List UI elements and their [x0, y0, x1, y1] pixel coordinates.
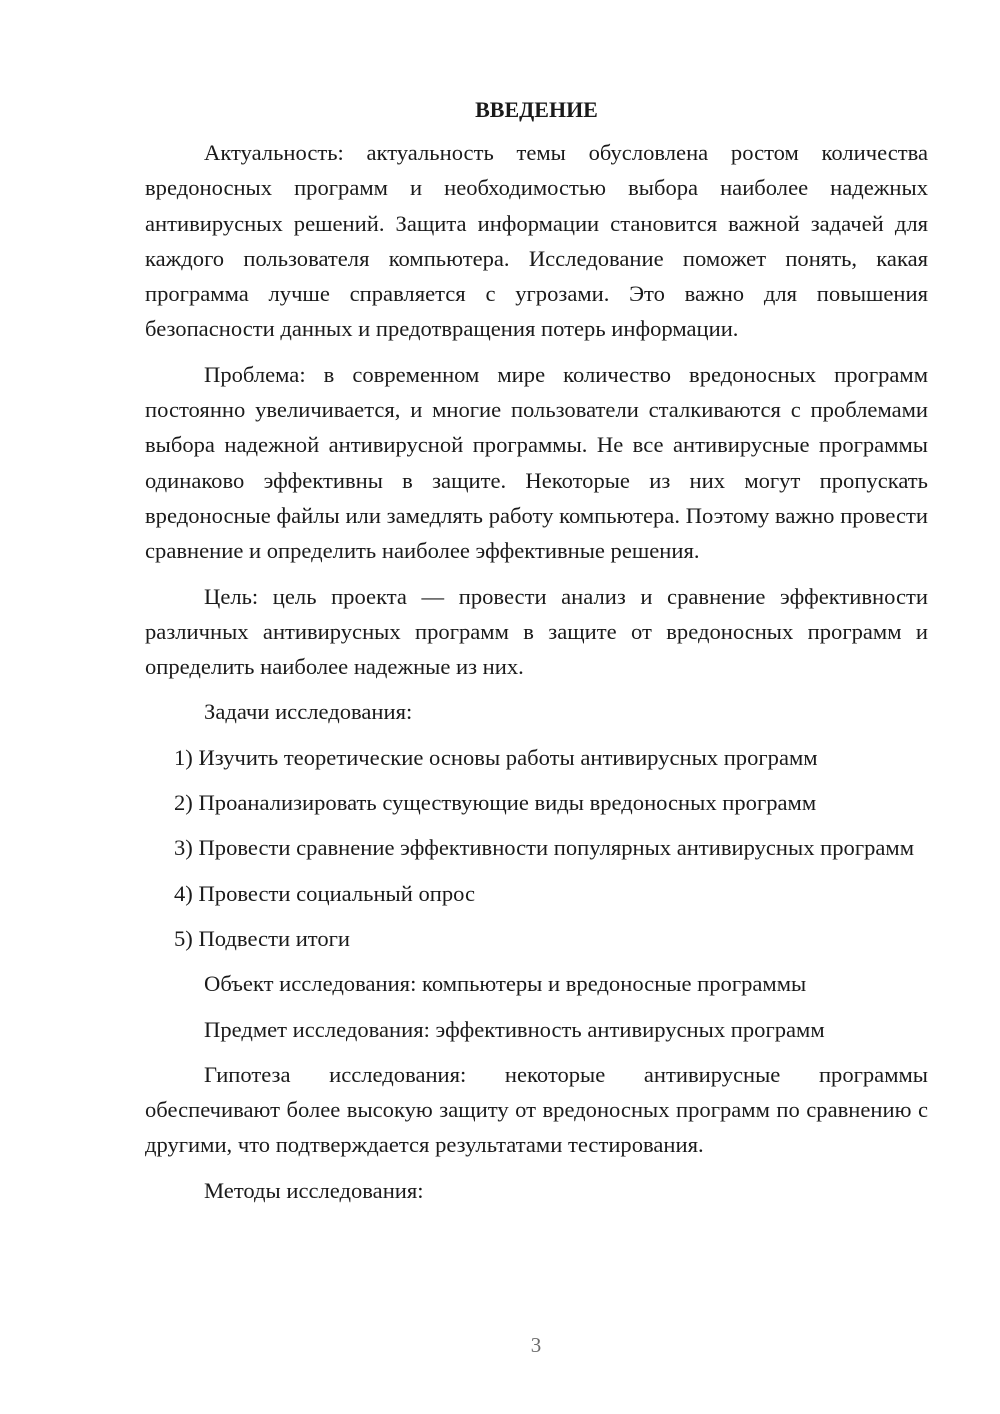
task-item: 1) Изучить теоретические основы работы антивирусных программ — [174, 744, 818, 770]
task-item: 5) Подвести итоги — [174, 925, 351, 951]
page-number: 3 — [530, 1333, 542, 1357]
methods-heading: Методы исследования: — [204, 1177, 424, 1203]
section-title: ВВЕДЕНИЕ — [475, 97, 598, 122]
task-item: 4) Провести социальный опрос — [174, 880, 476, 906]
subject-paragraph: Предмет исследования: эффективность антивирусных программ — [204, 1016, 825, 1042]
task-item: 3) Провести сравнение эффективности популярных антивирусных программ — [174, 835, 915, 861]
hypothesis-paragraph: Гипотеза исследования: некоторые антивирусные программы обеспечивают более высокую защиту от вредоносных программ по сравнению с другими, что подтверждается результатами тестирования. — [145, 1061, 928, 1158]
relevance-paragraph: Актуальность: актуальность темы обусловлена ростом количества вредоносных программ и необходимостью выбора наиболее надежных антивирусных решений. Защита информации становится важной задачей для каждого пользователя компьютера. Исследование поможет понять, какая программа лучше справляется с угрозами. Это важно для повышения безопасности данных и предотвращения потерь информации. — [145, 140, 928, 342]
goal-paragraph: Цель: цель проекта — провести анализ и сравнение эффективности различных антивирусных программ в защите от вредоносных программ и определить наиболее надежные из них. — [145, 583, 928, 680]
document-page — [145, 95, 928, 1218]
task-item: 2) Проанализировать существующие виды вредоносных программ — [174, 790, 817, 816]
problem-paragraph: Проблема: в современном мире количество вредоносных программ постоянно увеличивается, и многие пользователи сталкиваются с проблемами выбора надежной антивирусной программы. Не все антивирусные программы одинаково эффективны в защите. Некоторые из них могут пропускать вредоносные файлы или замедлять работу компьютера. Поэтому важно провести сравнение и определить наиболее эффективные решения. — [145, 361, 928, 564]
tasks-list — [145, 740, 928, 956]
object-paragraph: Объект исследования: компьютеры и вредоносные программы — [204, 971, 807, 997]
tasks-heading: Задачи исследования: — [204, 699, 413, 725]
